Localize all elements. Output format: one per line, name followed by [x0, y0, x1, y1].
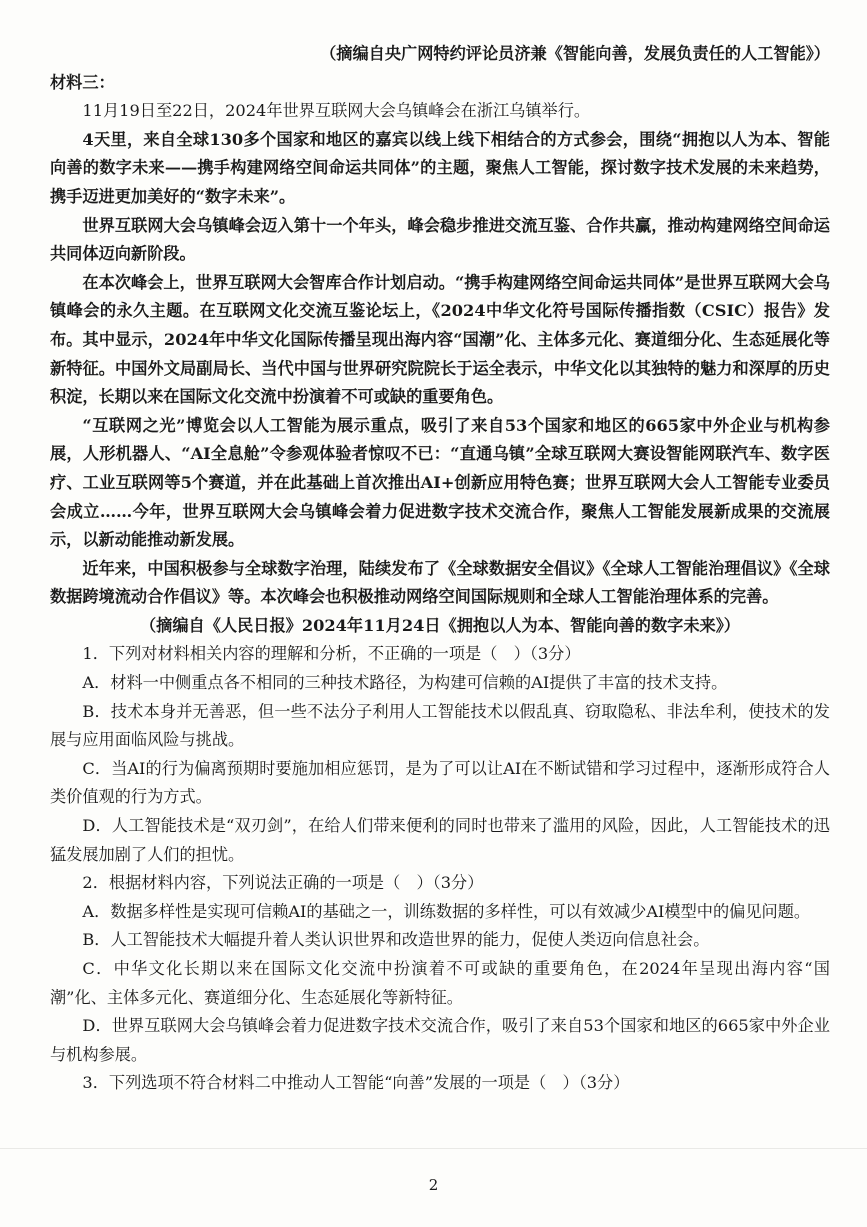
answer-option: D．人工智能技术是“双刃剑”，在给人们带来便利的同时也带来了滥用的风险，因此，人工智能技术的迅猛发展加剧了人们的担忧。: [50, 816, 830, 864]
answer-option: C．当AI的行为偏离预期时要施加相应惩罚，是为了可以让AI在不断试错和学习过程中，逐渐形成符合人类价值观的行为方式。: [50, 758, 830, 807]
material3-paragraph: 11月19日至22日，2024年世界互联网大会乌镇峰会在浙江乌镇举行。: [82, 101, 591, 121]
material3-paragraph: 4天里，来自全球130多个国家和地区的嘉宾以线上线下相结合的方式参会，围绕“拥抱以人为本、智能向善的数字未来——携手构建网络空间命运共同体”的主题，聚焦人工智能，探讨数字技术发展的未来趋势，携手迈进更加美好的“数字未来”。: [50, 129, 830, 206]
question-stem: 3．下列选项不符合材料二中推动人工智能“向善”发展的一项是（ ）（3分）: [82, 1073, 630, 1093]
material3-source-citation: （摘编自《人民日报》2024年11月24日《拥抱以人为本、智能向善的数字未来》）: [139, 615, 740, 635]
page-content: [50, 40, 830, 1098]
answer-option: C．中华文化长期以来在国际文化交流中扮演着不可或缺的重要角色，在2024年呈现出海内容“国潮”化、主体多元化、赛道细分化、生态延展化等新特征。: [50, 959, 830, 1007]
material3-paragraph: 在本次峰会上，世界互联网大会智库合作计划启动。“携手构建网络空间命运共同体”是世界互联网大会乌镇峰会的永久主题。在互联网文化交流互鉴论坛上，《2024中华文化符号国际传播指数（CSIC）报告》发布。其中显示，2024年中华文化国际传播呈现出海内容“国潮”化、主体多元化、赛道细分化、生态延展化等新特征。中国外文局副局长、当代中国与世界研究院院长于运全表示，中华文化以其独特的魅力和深厚的历史积淀，长期以来在国际文化交流中扮演着不可或缺的重要角色。: [50, 272, 830, 407]
question-stem: 1．下列对材料相关内容的理解和分析，不正确的一项是（ ）（3分）: [82, 644, 581, 664]
question-stem: 2．根据材料内容，下列说法正确的一项是（ ）（3分）: [82, 873, 484, 893]
answer-option: A．材料一中侧重点各不相同的三种技术路径，为构建可信赖的AI提供了丰富的技术支持。: [82, 673, 728, 693]
material3-paragraph: 世界互联网大会乌镇峰会迈入第十一个年头，峰会稳步推进交流互鉴、合作共赢，推动构建网络空间命运共同体迈向新阶段。: [50, 215, 830, 264]
material3-paragraph: 近年来，中国积极参与全球数字治理，陆续发布了《全球数据安全倡议》《全球人工智能治理倡议》《全球数据跨境流动合作倡议》等。本次峰会也积极推动网络空间国际规则和全球人工智能治理体系的完善。: [50, 558, 830, 607]
answer-option: B．人工智能技术大幅提升着人类认识世界和改造世界的能力，促使人类迈向信息社会。: [82, 930, 710, 950]
source-citation-top: （摘编自央广网特约评论员济兼《智能向善，发展负责任的人工智能》）: [320, 44, 830, 63]
material3-paragraph: “互联网之光”博览会以人工智能为展示重点，吸引了来自53个国家和地区的665家中外企业与机构参展，人形机器人、“AI全息舱”令参观体验者惊叹不已：“直通乌镇”全球互联网大赛设智能网联汽车、数字医疗、工业互联网等5个赛道，并在此基础上首次推出AI+创新应用特色赛；世界互联网大会人工智能专业委员会成立……今年，世界互联网大会乌镇峰会着力促进数字技术交流合作，聚焦人工智能发展新成果的交流展示，以新动能推动新发展。: [50, 415, 830, 550]
answer-option: D．世界互联网大会乌镇峰会着力促进数字技术交流合作，吸引了来自53个国家和地区的665家中外企业与机构参展。: [50, 1016, 830, 1064]
scan-divider: [0, 1148, 867, 1149]
answer-option: B．技术本身并无善恶，但一些不法分子利用人工智能技术以假乱真、窃取隐私、非法牟利，使技术的发展与应用面临风险与挑战。: [50, 701, 830, 750]
material3-heading: 材料三：: [50, 72, 115, 92]
answer-option: A．数据多样性是实现可信赖AI的基础之一，训练数据的多样性，可以有效减少AI模型中的偏见问题。: [82, 901, 811, 921]
page-number: 2: [428, 1176, 439, 1194]
